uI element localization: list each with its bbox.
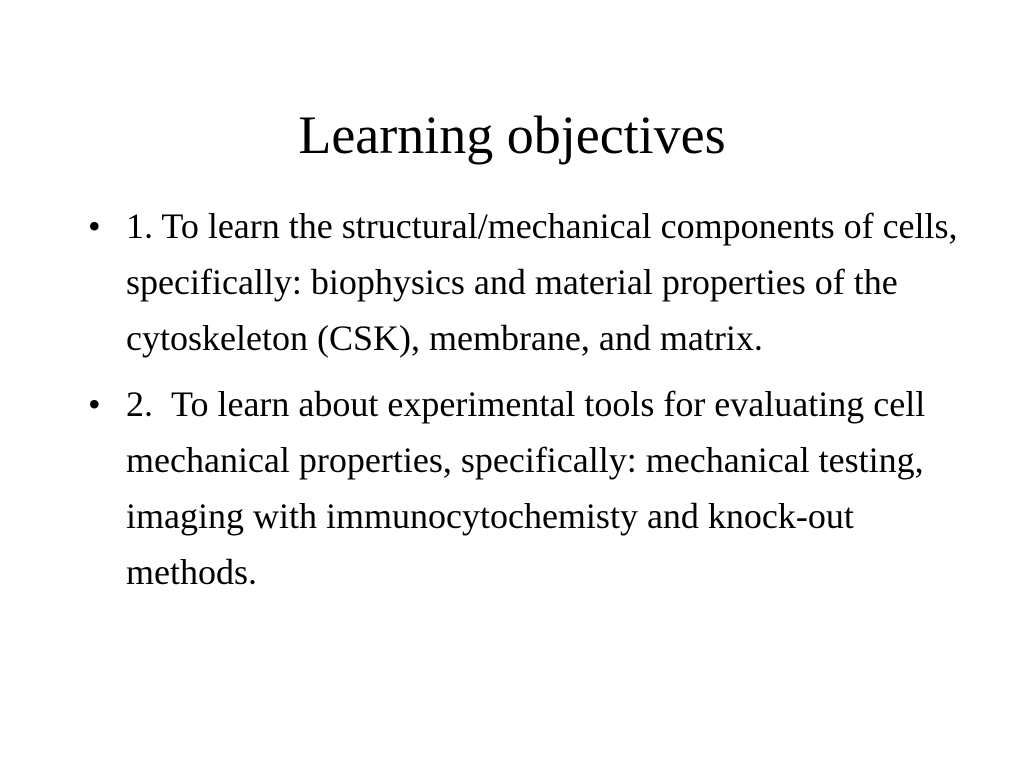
bullet-text-2: 2. To learn about experimental tools for evaluating cell mechanical properties, specifically: mechanical testing, imaging with immunocytochemisty and knock-out methods. — [126, 384, 926, 592]
bullet-text-1: 1. To learn the structural/mechanical components of cells, specifically: biophysics and material properties of the cytoskeleton (CSK), membrane, and matrix. — [126, 206, 958, 358]
bullet-item-2 — [88, 376, 988, 600]
bullet-icon: • — [88, 384, 101, 424]
bullet-list — [88, 198, 988, 610]
bullet-icon: • — [88, 206, 101, 246]
slide-title: Learning objectives — [298, 105, 726, 165]
bullet-item-1 — [88, 198, 988, 366]
